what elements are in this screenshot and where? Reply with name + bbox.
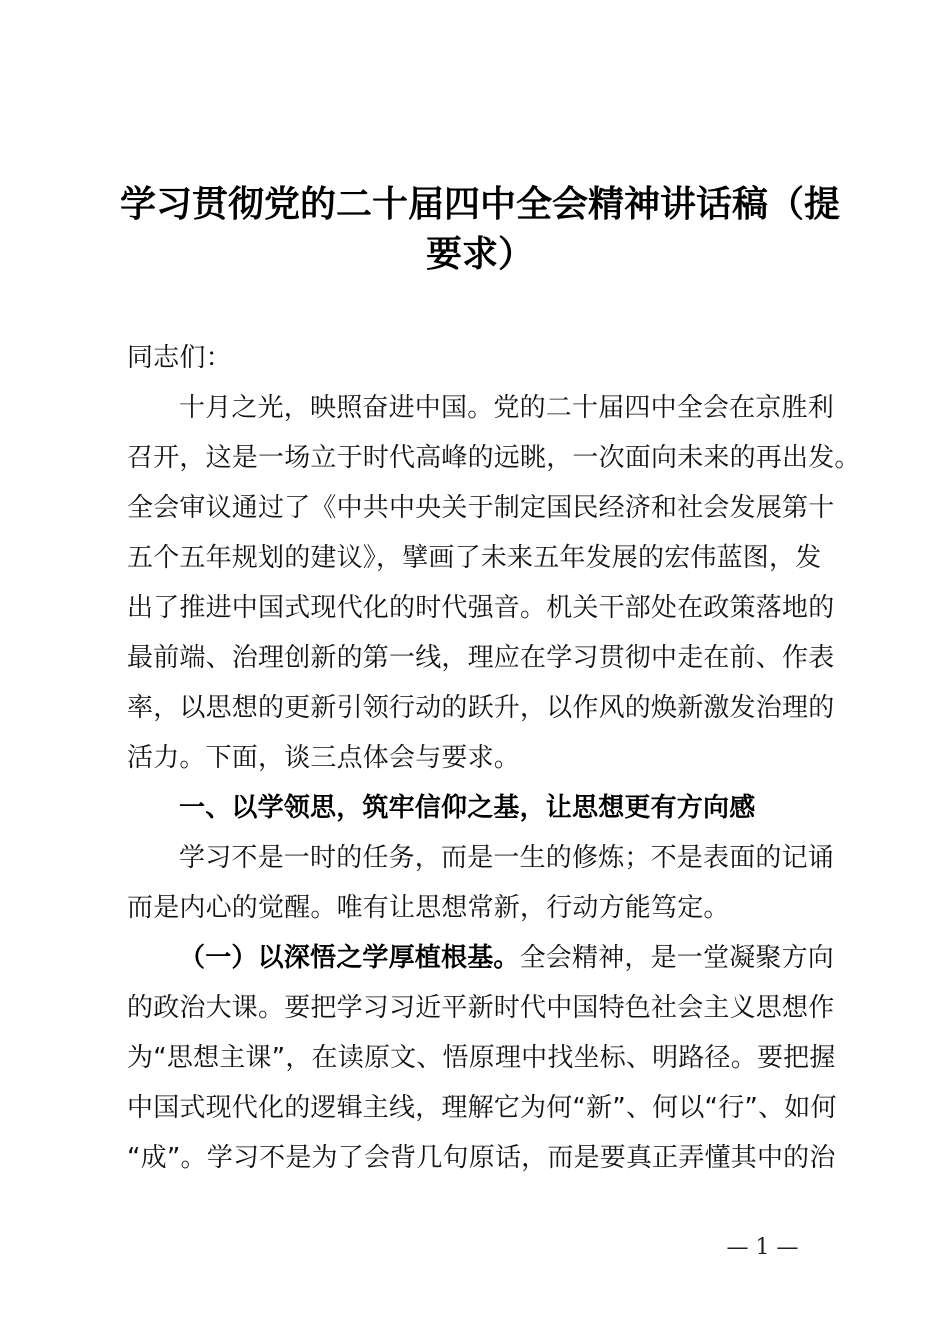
subsection-1-paragraph [127,933,837,1183]
document-body [127,333,861,1183]
title-line-1: 学习贯彻党的二十届四中全会精神讲话稿（提 [120,184,841,225]
paragraph-line: 最前端、治理创新的第一线，理应在学习贯彻中走在前、作表 [127,643,835,673]
paragraph-line: 活力。下面，谈三点体会与要求。 [127,743,521,773]
page-number: — 1 — [726,1235,799,1260]
paragraph-line: 学习不是一时的任务，而是一生的修炼；不是表面的记诵 [179,843,835,873]
paragraph-line-with-lead [127,933,837,983]
paragraph-line: 率，以思想的更新引领行动的跃升，以作风的焕新激发治理的 [127,693,835,723]
salutation: 同志们： [127,343,232,373]
title-line-2: 要求） [425,234,534,275]
paragraph-line: 全会审议通过了《中共中央关于制定国民经济和社会发展第十 [127,493,835,523]
paragraph-line: 五个五年规划的建议》，擘画了未来五年发展的宏伟蓝图，发 [127,543,822,573]
section-1-paragraph [127,833,837,933]
paragraph-line: 中国式现代化的逻辑主线，理解它为何“新”、何以“行”、如何 [127,1093,837,1123]
paragraph-line: 召开，这是一场立于时代高峰的远眺，一次面向未来的再出发。 [127,443,861,473]
intro-paragraph [127,383,861,783]
subsection-text: 全会精神，是一堂凝聚方向 [519,943,835,973]
paragraph-line: 而是内心的觉醒。唯有让思想常新，行动方能笃定。 [127,893,730,923]
subsection-heading-1: （一）以深悟之学厚植根基。 [179,943,520,973]
document-title [120,180,840,280]
paragraph-line: 十月之光，映照奋进中国。党的二十届四中全会在京胜利 [179,393,835,423]
paragraph-line: 的政治大课。要把学习习近平新时代中国特色社会主义思想作 [127,993,835,1023]
paragraph-line: 为“思想主课”，在读原文、悟原理中找坐标、明路径。要把握 [127,1043,836,1073]
section-heading-1: 一、以学领思，筑牢信仰之基，让思想更有方向感 [179,793,756,823]
paragraph-line: 出了推进中国式现代化的时代强音。机关干部处在政策落地的 [127,593,835,623]
paragraph-line: “成”。学习不是为了会背几句原话，而是要真正弄懂其中的治 [127,1143,836,1173]
